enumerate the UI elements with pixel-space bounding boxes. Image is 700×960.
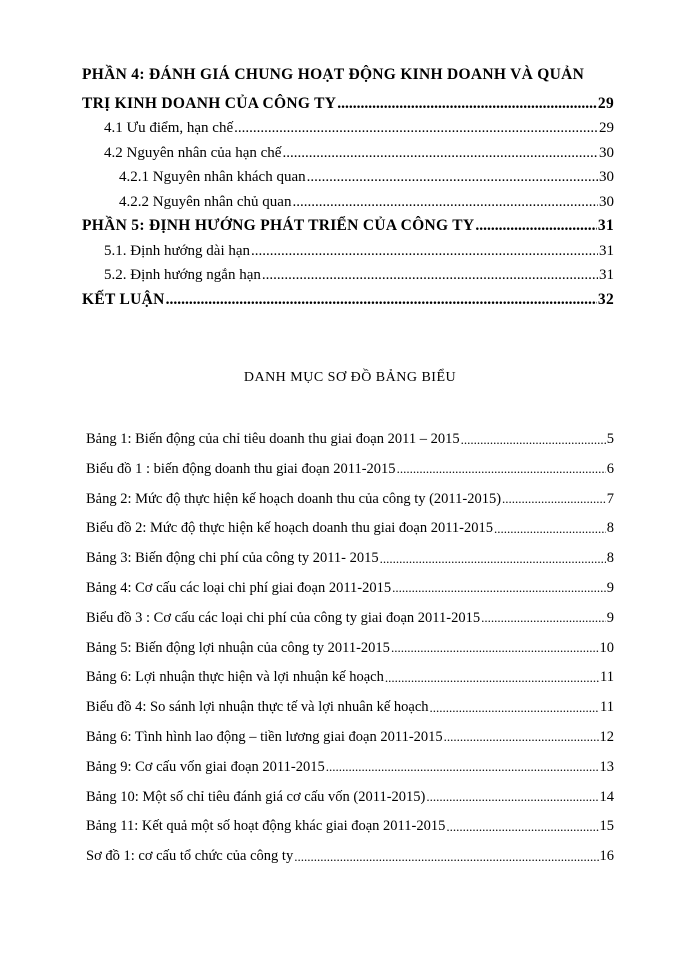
dot-leader — [446, 812, 598, 843]
figure-page-number: 15 — [599, 818, 614, 835]
figure-entry[interactable] — [86, 693, 614, 723]
dot-leader — [294, 842, 598, 873]
toc-part4-heading-line2[interactable] — [82, 90, 614, 115]
dot-leader — [426, 782, 598, 813]
figure-page-number: 8 — [606, 520, 614, 537]
toc-entry-label: 4.2.2 Nguyên nhân chủ quan — [119, 193, 292, 210]
figure-entry[interactable] — [86, 485, 614, 515]
figure-entry[interactable] — [86, 544, 614, 574]
figure-label: Bảng 11: Kết quả một số hoạt động khác giai đoạn 2011-2015 — [86, 818, 446, 835]
figure-page-number: 16 — [599, 848, 614, 865]
figure-label: Bảng 9: Cơ cấu vốn giai đoạn 2011-2015 — [86, 758, 325, 775]
toc-entry[interactable] — [82, 164, 614, 189]
dot-leader — [397, 454, 606, 485]
toc-entry[interactable] — [82, 139, 614, 164]
figure-page-number: 7 — [606, 490, 614, 507]
dot-leader — [282, 142, 598, 164]
toc-entry[interactable] — [82, 262, 614, 287]
dot-leader — [234, 117, 598, 139]
toc-page-number: 30 — [599, 193, 614, 210]
dot-leader — [461, 425, 606, 456]
figure-label: Bảng 2: Mức độ thực hiện kế hoạch doanh thu của công ty (2011-2015) — [86, 490, 502, 507]
dot-leader — [337, 93, 597, 115]
toc-entry-label: TRỊ KINH DOANH CỦA CÔNG TY — [82, 94, 337, 112]
dot-leader — [392, 573, 606, 604]
dot-leader — [475, 215, 597, 237]
toc-entry-label: 5.2. Định hướng ngắn hạn — [104, 267, 261, 283]
figure-label: Bảng 6: Lợi nhuận thực hiện và lợi nhuận kế hoạch — [86, 669, 384, 686]
dot-leader — [307, 166, 598, 188]
toc-entry-label: 4.2.1 Nguyên nhân khách quan — [119, 169, 306, 185]
toc-page-number: 32 — [597, 290, 614, 308]
toc-entry-label: 4.1 Ưu điểm, hạn chế — [104, 120, 234, 136]
dot-leader — [251, 240, 598, 262]
toc-entry-label: PHẦN 5: ĐỊNH HƯỚNG PHÁT TRIỂN CỦA CÔNG TY — [82, 217, 475, 234]
figure-entry[interactable] — [86, 425, 614, 455]
figure-entry[interactable] — [86, 723, 614, 753]
figure-page-number: 12 — [599, 728, 614, 745]
toc-conclusion-heading[interactable] — [82, 286, 614, 311]
toc-part4-heading-line1[interactable]: PHẦN 4: ĐÁNH GIÁ CHUNG HOẠT ĐỘNG KINH DOANH VÀ QUẢN — [82, 66, 585, 83]
table-of-contents — [82, 64, 614, 311]
toc-entry-label: 4.2 Nguyên nhân của hạn chế — [104, 144, 282, 161]
dot-leader — [502, 484, 606, 515]
toc-page-number: 29 — [597, 94, 614, 112]
dot-leader — [444, 722, 599, 753]
dot-leader — [166, 289, 597, 311]
dot-leader — [326, 752, 599, 783]
figure-label: Bảng 6: Tình hình lao động – tiền lương giai đoạn 2011-2015 — [86, 728, 443, 745]
toc-page-number: 30 — [599, 169, 614, 185]
figure-label: Biểu đồ 3 : Cơ cấu các loại chi phí của công ty giai đoạn 2011-2015 — [86, 609, 481, 626]
toc-entry[interactable] — [82, 115, 614, 140]
figure-page-number: 6 — [606, 460, 614, 477]
figure-entry[interactable] — [86, 842, 614, 872]
figure-label: Bảng 1: Biến động của chỉ tiêu doanh thu giai đoạn 2011 – 2015 — [86, 431, 460, 447]
dot-leader — [430, 693, 599, 724]
figure-entry[interactable] — [86, 812, 614, 842]
figure-entry[interactable] — [86, 514, 614, 544]
figure-label: Bảng 5: Biến động lợi nhuận của công ty 2011-2015 — [86, 639, 390, 656]
dot-leader — [481, 603, 606, 634]
figure-label: Biểu đồ 2: Mức độ thực hiện kế hoạch doanh thu giai đoạn 2011-2015 — [86, 520, 494, 537]
figure-page-number: 13 — [599, 758, 614, 775]
dot-leader — [494, 514, 606, 545]
figure-page-number: 5 — [606, 431, 614, 447]
figure-label: Bảng 10: Một số chỉ tiêu đánh giá cơ cấu vốn (2011-2015) — [86, 788, 426, 805]
figure-entry[interactable] — [86, 604, 614, 634]
list-of-figures-title: DANH MỤC SƠ ĐỒ BẢNG BIỂU — [243, 370, 457, 385]
figure-page-number: 14 — [599, 788, 614, 805]
dot-leader — [380, 544, 606, 575]
toc-page-number: 31 — [597, 217, 614, 234]
figure-page-number: 9 — [606, 579, 614, 596]
figure-entry[interactable] — [86, 634, 614, 664]
toc-page-number: 31 — [599, 242, 614, 259]
figure-page-number: 11 — [600, 699, 614, 716]
figure-page-number: 11 — [600, 669, 614, 686]
toc-entry[interactable] — [82, 237, 614, 262]
figure-label: Sơ đồ 1: cơ cấu tổ chức của công ty — [86, 848, 294, 865]
toc-entry-label: 5.1. Định hướng dài hạn — [104, 242, 251, 259]
toc-page-number: 29 — [599, 120, 614, 136]
figure-entry[interactable] — [86, 663, 614, 693]
toc-page-number: 31 — [599, 267, 614, 283]
toc-part5-heading[interactable] — [82, 213, 614, 238]
toc-page-number: 30 — [599, 144, 614, 161]
figure-entry[interactable] — [86, 455, 614, 485]
figure-label: Bảng 3: Biến động chi phí của công ty 2011- 2015 — [86, 550, 379, 567]
figure-label: Biểu đồ 1 : biến động doanh thu giai đoạn 2011-2015 — [86, 460, 396, 477]
dot-leader — [292, 191, 598, 213]
figure-page-number: 8 — [606, 550, 614, 567]
figure-page-number: 9 — [606, 609, 614, 626]
figure-entry[interactable] — [86, 574, 614, 604]
figure-label: Biểu đồ 4: So sánh lợi nhuận thực tế và lợi nhuân kế hoạch — [86, 699, 429, 716]
figure-label: Bảng 4: Cơ cấu các loại chi phí giai đoạn 2011-2015 — [86, 579, 392, 596]
list-of-figures — [86, 425, 614, 872]
toc-entry-label: KẾT LUẬN — [82, 290, 165, 308]
figure-entry[interactable] — [86, 783, 614, 813]
figure-entry[interactable] — [86, 753, 614, 783]
dot-leader — [262, 264, 598, 286]
dot-leader — [391, 633, 599, 664]
toc-entry[interactable] — [82, 188, 614, 213]
figure-page-number: 10 — [599, 639, 614, 656]
dot-leader — [385, 663, 599, 694]
